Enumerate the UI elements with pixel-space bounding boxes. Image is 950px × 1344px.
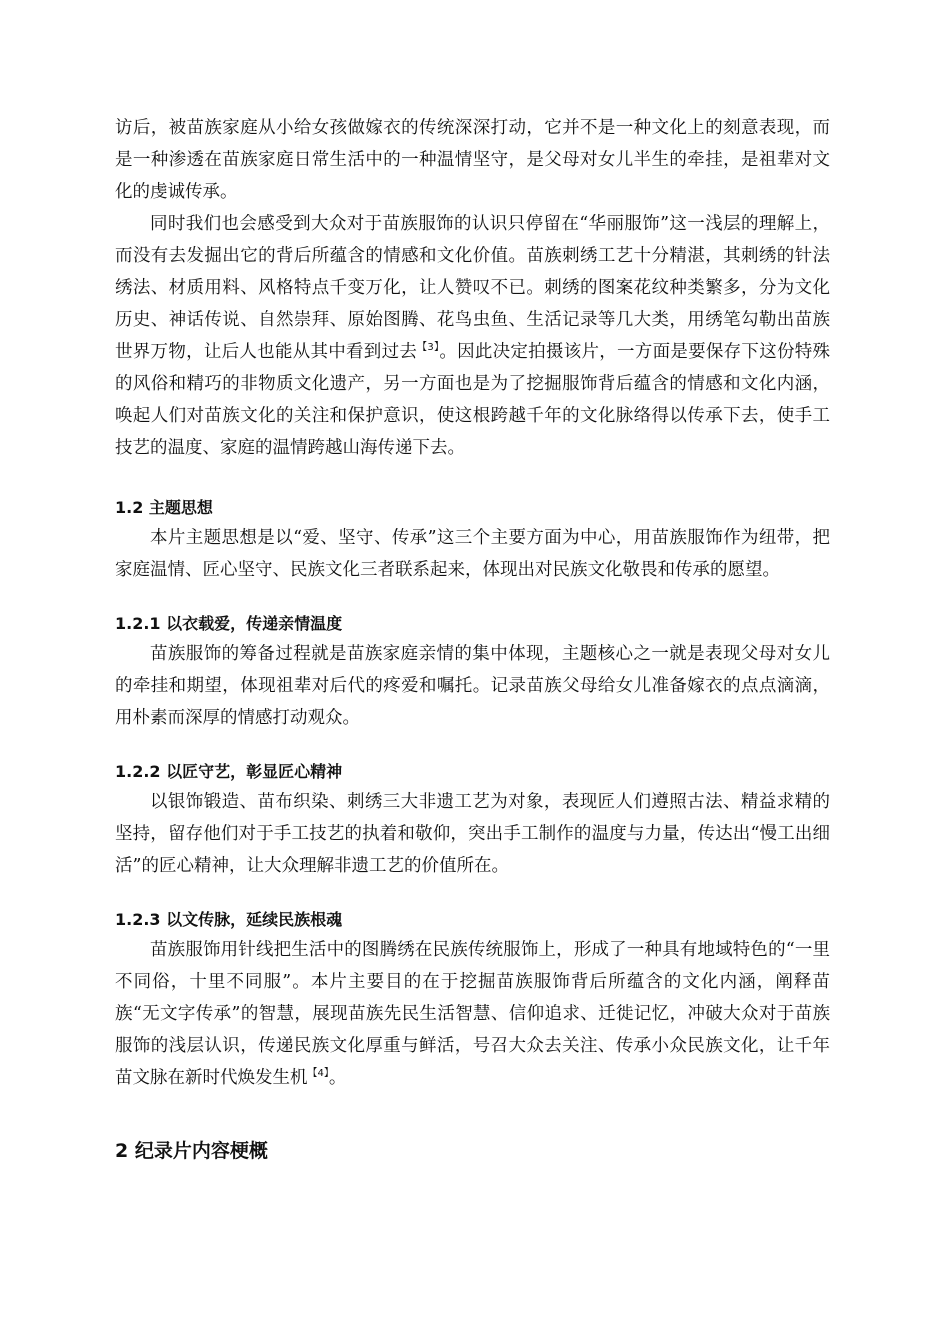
spacer <box>115 734 830 758</box>
section-1-2-body: 本片主题思想是以“爱、坚守、传承”这三个主要方面为中心，用苗族服饰作为纽带，把家庭温情、匠心坚守、民族文化三者联系起来，体现出对民族文化敬畏和传承的愿望。 <box>115 528 830 580</box>
citation-4: 【4】 <box>307 1068 329 1080</box>
section-1-2-3-text-b: 。 <box>328 1068 347 1088</box>
chapter-heading-2: 2 纪录片内容梗概 <box>115 1140 268 1162</box>
section-heading-1-2-2: 1.2.2 以匠守艺，彰显匠心精神 <box>115 762 343 781</box>
spacer <box>115 882 830 906</box>
section-1-2-3-body <box>115 934 830 1094</box>
intro-paragraph-2-text-a: 同时我们也会感受到大众对于苗族服饰的认识只停留在“华丽服饰”这一浅层的理解上，而没有去发掘出它的背后所蕴含的情感和文化价值。苗族刺绣工艺十分精湛，其刺绣的针法绣法、材质用料、风格特点千变万化，让人赞叹不已。刺绣的图案花纹种类繁多，分为文化历史、神话传说、自然崇拜、原始图腾、花鸟虫鱼、生活记录等几大类，用绣笔勾勒出苗族世界万物，让后人也能从其中看到过去 <box>115 214 830 362</box>
section-heading-1-2: 1.2 主题思想 <box>115 498 213 517</box>
section-1-2-1-body: 苗族服饰的筹备过程就是苗族家庭亲情的集中体现，主题核心之一就是表现父母对女儿的牵挂和期望，体现祖辈对后代的疼爱和嘱托。记录苗族父母给女儿准备嫁衣的点点滴滴，用朴素而深厚的情感打动观众。 <box>115 644 830 728</box>
intro-paragraph-2-text-b: 。因此决定拍摄该片，一方面是要保存下这份特殊的风俗和精巧的非物质文化遗产，另一方面也是为了挖掘服饰背后蕴含的情感和文化内涵，唤起人们对苗族文化的关注和保护意识，使这根跨越千年的文化脉络得以传承下去，使手工技艺的温度、家庭的温情跨越山海传递下去。 <box>115 342 831 458</box>
intro-paragraph-1: 访后，被苗族家庭从小给女孩做嫁衣的传统深深打动，它并不是一种文化上的刻意表现，而是一种渗透在苗族家庭日常生活中的一种温情坚守，是父母对女儿半生的牵挂，是祖辈对文化的虔诚传承。 <box>115 118 830 202</box>
section-heading-1-2-3: 1.2.3 以文传脉，延续民族根魂 <box>115 910 343 929</box>
spacer <box>115 1094 830 1136</box>
citation-3: 【3】 <box>417 342 440 354</box>
section-1-2-3-text-a: 苗族服饰用针线把生活中的图腾绣在民族传统服饰上，形成了一种具有地域特色的“一里不同俗，十里不同服”。本片主要目的在于挖掘苗族服饰背后所蕴含的文化内涵，阐释苗族“无文字传承”的智慧，展现苗族先民生活智慧、信仰追求、迁徙记忆，冲破大众对于苗族服饰的浅层认识，传递民族文化厚重与鲜活，号召大众去关注、传承小众民族文化，让千年苗文脉在新时代焕发生机 <box>115 940 830 1088</box>
section-heading-1-2-1: 1.2.1 以衣载爱，传递亲情温度 <box>115 614 343 633</box>
spacer <box>115 586 830 610</box>
intro-paragraph-2 <box>115 208 830 464</box>
section-1-2-2-body: 以银饰锻造、苗布织染、刺绣三大非遗工艺为对象，表现匠人们遵照古法、精益求精的坚持，留存他们对于手工技艺的执着和敬仰，突出手工制作的温度与力量，传达出“慢工出细活”的匠心精神，让大众理解非遗工艺的价值所在。 <box>115 792 830 876</box>
document-page <box>115 112 830 1166</box>
spacer <box>115 464 830 494</box>
